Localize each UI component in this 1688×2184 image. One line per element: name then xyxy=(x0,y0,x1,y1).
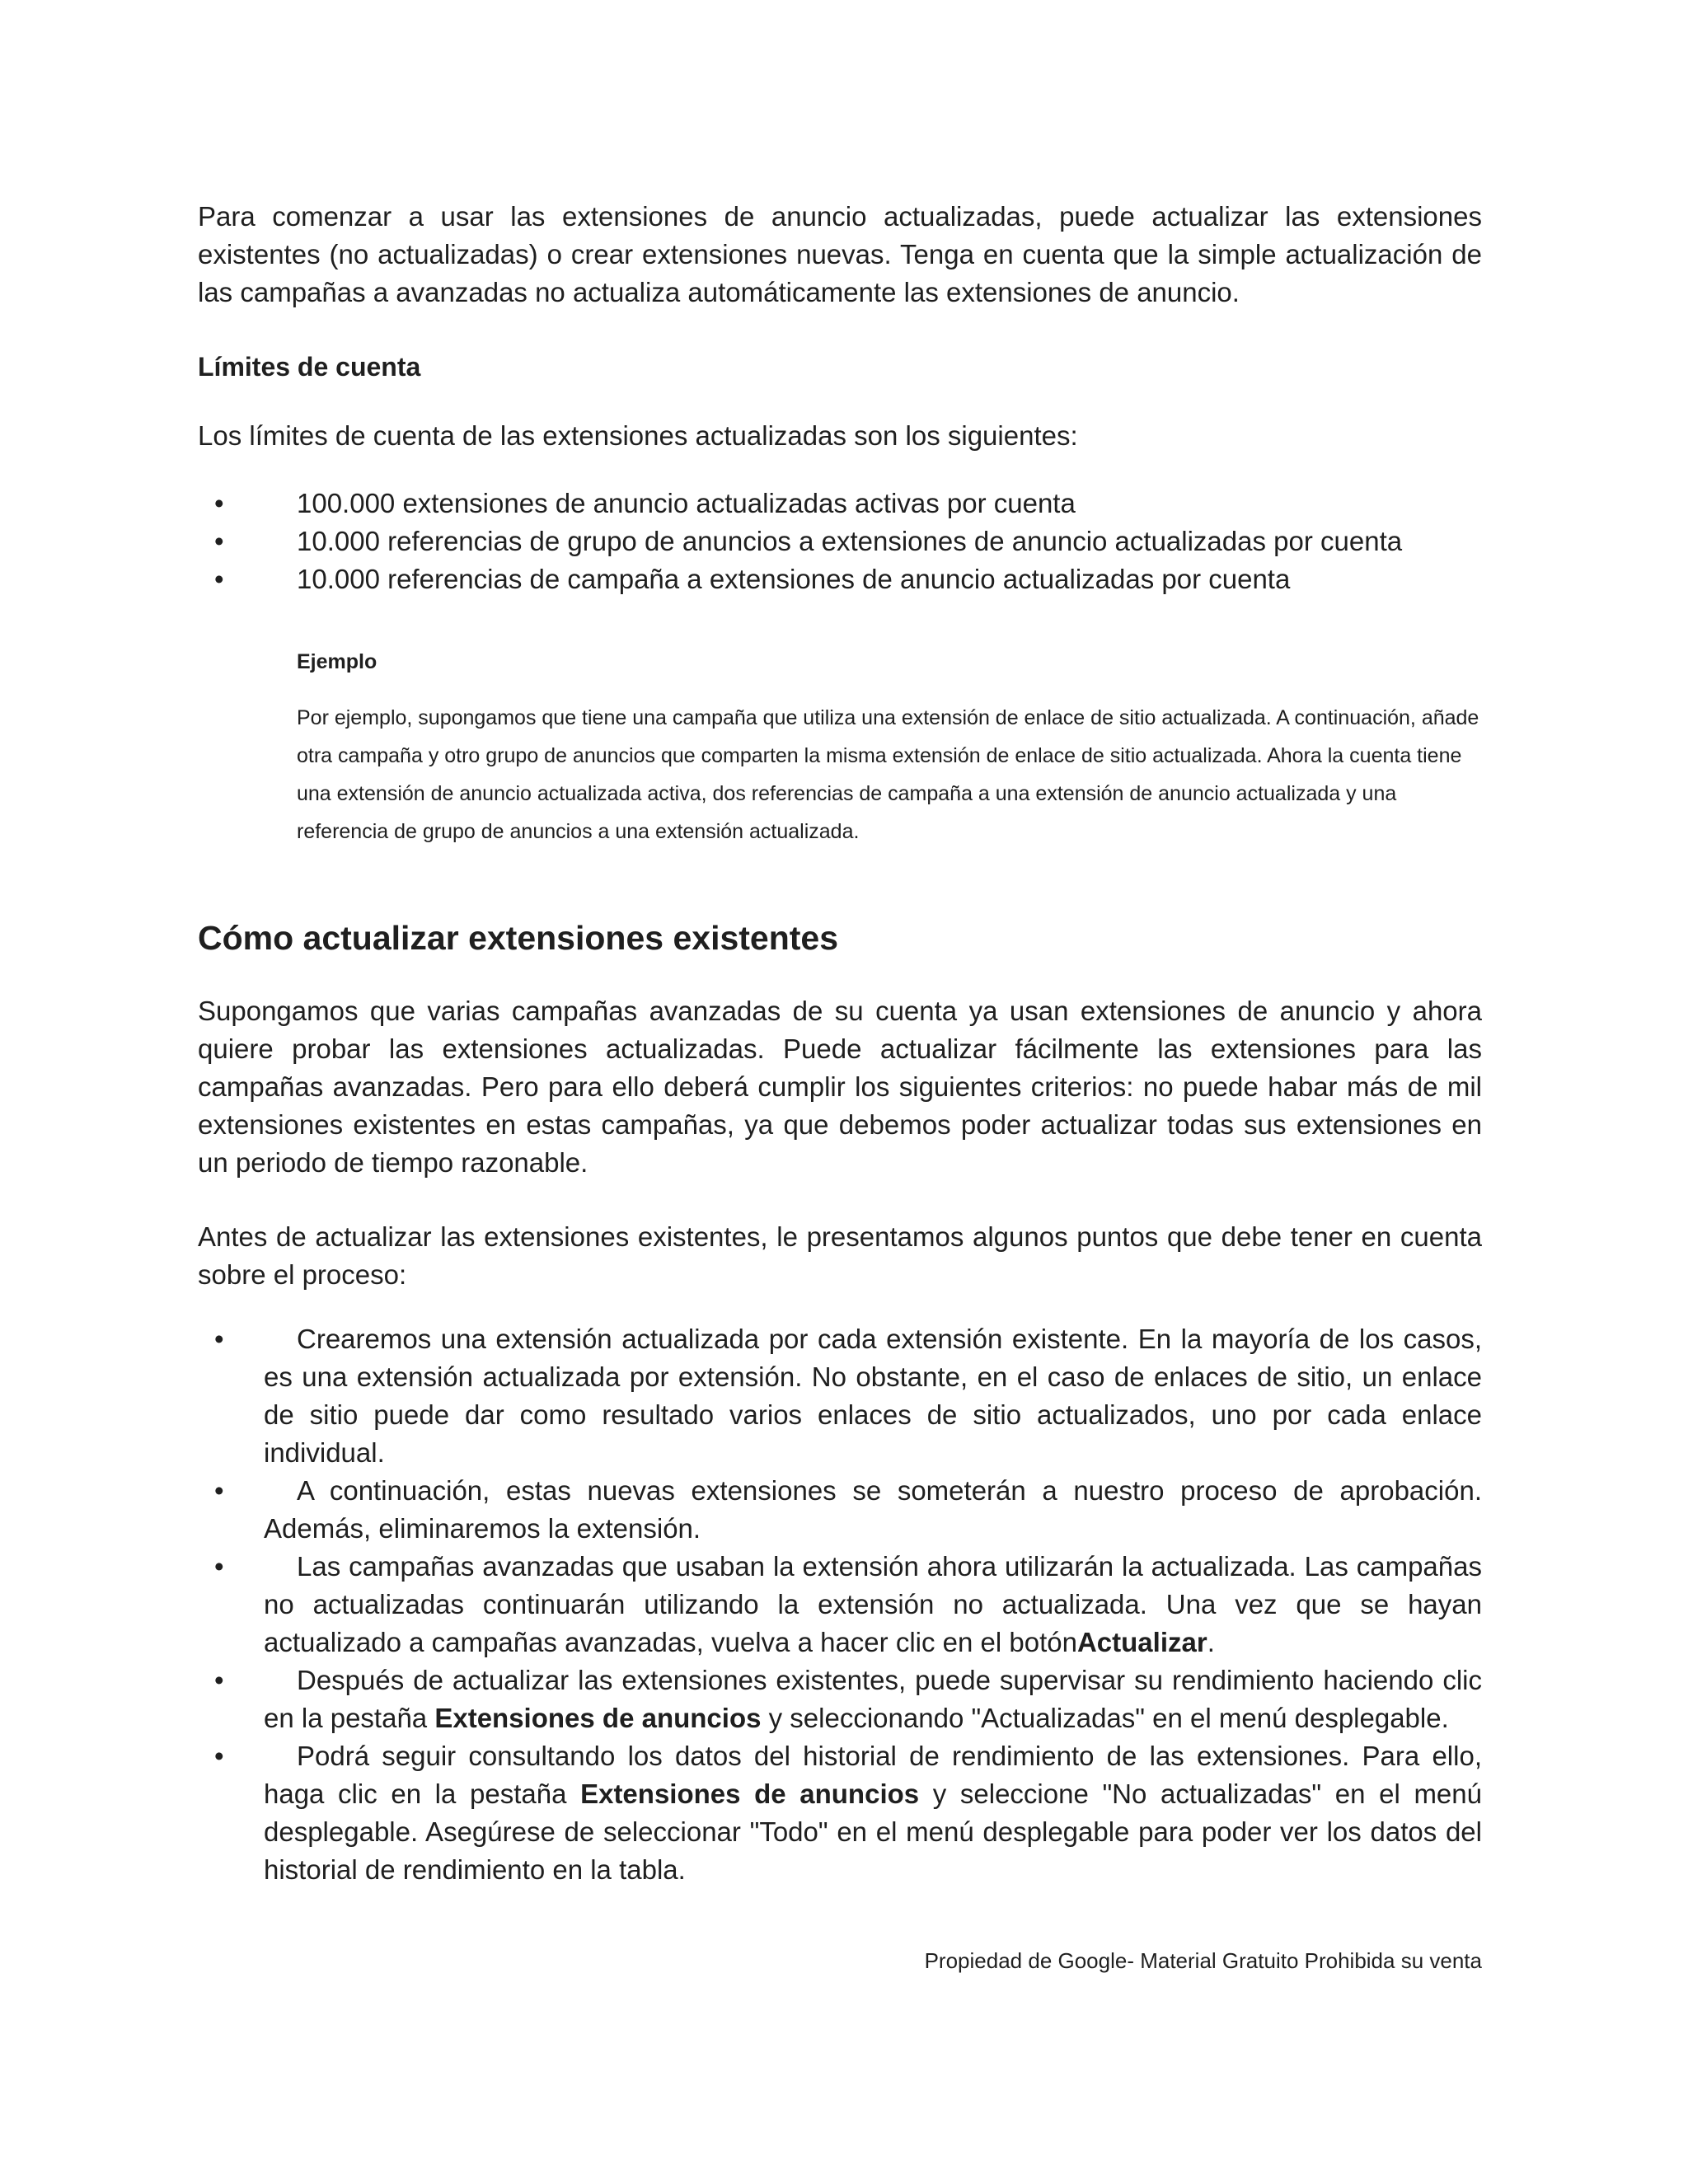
list-item-text: Podrá seguir consultando los datos del historial de rendimiento de las extensiones. Para ello, haga clic en la pestaña xyxy=(264,1741,1482,1809)
bullet-icon: • xyxy=(214,1324,224,1354)
ad-extensions-tab-name: Extensiones de anuncios xyxy=(580,1779,920,1809)
page-footer: Propiedad de Google- Material Gratuito Prohibida su venta xyxy=(924,1948,1482,1973)
bullet-icon: • xyxy=(214,564,224,594)
actualizar-button-name: Actualizar xyxy=(1076,1627,1207,1657)
list-item-text: 10.000 referencias de campaña a extensiones de anuncio actualizadas por cuenta xyxy=(297,564,1291,594)
example-block xyxy=(297,648,1482,851)
bullet-icon: • xyxy=(214,526,224,556)
list-item-text: Las campañas avanzadas que usaban la extensión ahora utilizarán la actualizada. Las campañas no actualizadas continuarán utilizando la extensión no actualizada. Una vez que se hayan actualizado a campañas avanzadas, vuelva a hacer clic en el botón xyxy=(264,1551,1482,1657)
list-item xyxy=(198,560,1482,598)
list-item-text-end: y seleccione "No actualizadas" en el menú desplegable. Asegúrese de seleccionar "Todo" en el menú desplegable para poder ver los datos del historial de rendimiento en la tabla. xyxy=(264,1779,1482,1885)
intro-paragraph: Para comenzar a usar las extensiones de anuncio actualizadas, puede actualizar las extensiones existentes (no actualizadas) o crear extensiones nuevas. Tenga en cuenta que la simple actualización de las campañas a avanzadas no actualiza automáticamente las extensiones de anuncio. xyxy=(198,201,1482,307)
example-title: Ejemplo xyxy=(297,650,377,673)
section-heading: Cómo actualizar extensiones existentes xyxy=(198,919,839,957)
bullet-icon: • xyxy=(214,488,224,518)
process-lead-paragraph: Antes de actualizar las extensiones existentes, le presentamos algunos puntos que debe tener en cuenta sobre el proceso: xyxy=(198,1221,1482,1290)
list-item xyxy=(198,485,1482,523)
limits-list xyxy=(198,485,1482,598)
list-item-text: Después de actualizar las extensiones existentes, puede supervisar su rendimiento haciendo clic en la pestaña xyxy=(264,1665,1482,1733)
list-item xyxy=(198,1320,1482,1472)
list-item xyxy=(198,1661,1482,1737)
process-notes-list xyxy=(198,1320,1482,1889)
bullet-icon: • xyxy=(214,1551,224,1582)
bullet-icon: • xyxy=(214,1475,224,1506)
limits-lead-paragraph: Los límites de cuenta de las extensiones actualizadas son los siguientes: xyxy=(198,420,1078,451)
list-item xyxy=(198,1737,1482,1889)
bullet-icon: • xyxy=(214,1665,224,1695)
list-item-text: A continuación, estas nuevas extensiones se someterán a nuestro proceso de aprobación. Además, eliminaremos la extensión. xyxy=(264,1475,1482,1544)
criteria-paragraph: Supongamos que varias campañas avanzadas de su cuenta ya usan extensiones de anuncio y ahora quiere probar las extensiones actualizadas. Puede actualizar fácilmente las extensiones para las campañas avanzadas. Pero para ello deberá cumplir los siguientes criterios: no puede habar más de mil extensiones existentes en estas campañas, ya que debemos poder actualizar todas sus extensiones en un periodo de tiempo razonable. xyxy=(198,996,1482,1178)
document-page xyxy=(198,198,1482,1889)
bullet-icon: • xyxy=(214,1741,224,1771)
list-item xyxy=(198,523,1482,560)
list-item xyxy=(198,1548,1482,1661)
limits-heading: Límites de cuenta xyxy=(198,352,421,382)
list-item xyxy=(198,1472,1482,1548)
list-item-text: Crearemos una extensión actualizada por cada extensión existente. En la mayoría de los casos, es una extensión actualizada por extensión. No obstante, en el caso de enlaces de sitio, un enlace de sitio puede dar como resultado varios enlaces de sitio actualizados, uno por cada enlace individual. xyxy=(264,1324,1482,1468)
list-item-text-end: y seleccionando "Actualizadas" en el menú desplegable. xyxy=(761,1703,1449,1733)
example-text: Por ejemplo, supongamos que tiene una campaña que utiliza una extensión de enlace de sitio actualizada. A continuación, añade otra campaña y otro grupo de anuncios que comparten la misma extensión de enlace de sitio actualizada. Ahora la cuenta tiene una extensión de anuncio actualizada activa, dos referencias de campaña a una extensión de anuncio actualizada y una referencia de grupo de anuncios a una extensión actualizada. xyxy=(297,706,1479,843)
list-item-text-end: . xyxy=(1207,1627,1215,1657)
ad-extensions-tab-name: Extensiones de anuncios xyxy=(434,1703,762,1733)
list-item-text: 10.000 referencias de grupo de anuncios a extensiones de anuncio actualizadas por cuenta xyxy=(297,526,1403,556)
list-item-text: 100.000 extensiones de anuncio actualizadas activas por cuenta xyxy=(297,488,1076,518)
